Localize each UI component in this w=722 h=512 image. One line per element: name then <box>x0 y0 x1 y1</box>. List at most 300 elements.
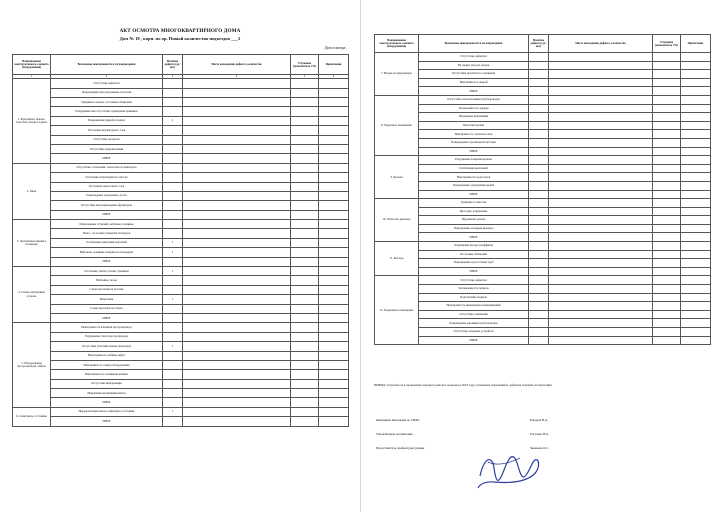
fixed-cell <box>291 351 319 360</box>
fixed-cell <box>653 121 681 130</box>
location-cell <box>183 173 291 182</box>
table-row <box>375 216 711 225</box>
note-cell <box>681 113 711 122</box>
fixed-cell <box>291 295 319 304</box>
table-row <box>375 310 711 319</box>
note-cell <box>319 323 349 332</box>
fixed-cell <box>653 336 681 345</box>
present-cell <box>529 336 549 345</box>
signature-name: Бондаев Н.Д. <box>530 418 548 422</box>
note-cell <box>319 332 349 341</box>
fixed-cell <box>653 224 681 233</box>
page-gutter <box>360 0 361 512</box>
location-cell <box>549 233 653 242</box>
table-row <box>13 323 349 332</box>
table-row <box>13 135 349 144</box>
table-row <box>13 313 349 322</box>
fixed-cell <box>291 144 319 153</box>
note-cell <box>319 313 349 322</box>
defect-cell: Следы протечки на потолке <box>51 285 163 294</box>
note-cell <box>681 276 711 285</box>
note-cell <box>681 190 711 199</box>
defect-cell: Отсутствие или повреждение фурнитуры <box>51 201 163 210</box>
location-cell <box>183 238 291 247</box>
fixed-cell <box>653 319 681 328</box>
fixed-cell <box>291 220 319 229</box>
note-cell <box>681 207 711 216</box>
col-number: 2 <box>51 75 163 79</box>
defect-cell: Отсутствие дефектов <box>419 53 529 62</box>
present-cell <box>529 173 549 182</box>
note-cell <box>319 88 349 97</box>
location-cell <box>183 116 291 125</box>
present-cell: 1 <box>163 295 183 304</box>
defect-cell: Трещины в цоколе, отслоение облицовки <box>51 97 163 106</box>
note-cell <box>681 242 711 251</box>
fixed-cell <box>653 310 681 319</box>
location-cell <box>549 61 653 70</box>
document-title: АКТ ОСМОТРА МНОГОКВАРТИРНОГО ДОМА <box>119 28 241 34</box>
present-cell <box>529 216 549 225</box>
note-cell <box>681 199 711 208</box>
note-cell <box>681 138 711 147</box>
table-row <box>375 156 711 165</box>
fixed-cell <box>653 285 681 294</box>
location-cell <box>549 173 653 182</box>
location-cell <box>183 191 291 200</box>
location-cell <box>549 276 653 285</box>
location-cell <box>183 295 291 304</box>
defect-cell: Захламленность подвала <box>419 285 529 294</box>
note-cell <box>681 53 711 62</box>
note-cell <box>681 61 711 70</box>
defect-cell: Отсутствие теплоизоляции трубопроводов <box>419 95 529 104</box>
defect-cell: ИНОЕ <box>419 190 529 199</box>
fixed-cell <box>291 173 319 182</box>
col-number: 6 <box>319 75 349 79</box>
table-row <box>13 210 349 219</box>
note-cell <box>681 224 711 233</box>
col-number: 5 <box>291 75 319 79</box>
location-cell <box>183 304 291 313</box>
fixed-cell <box>653 61 681 70</box>
element-cell: 9. Кровля <box>375 156 419 199</box>
note-cell <box>681 156 711 165</box>
defect-cell: Просадка, разрушение <box>419 207 529 216</box>
defect-cell: Повреждение ступеней, выбоины, трещины <box>51 220 163 229</box>
fixed-cell <box>653 259 681 268</box>
col-note: Примечание <box>681 35 711 53</box>
present-cell <box>163 97 183 106</box>
table-row <box>13 379 349 388</box>
note-cell <box>319 295 349 304</box>
table-row <box>13 267 349 276</box>
location-cell <box>549 319 653 328</box>
location-cell <box>183 257 291 266</box>
present-cell <box>529 293 549 302</box>
table-row <box>13 389 349 398</box>
defect-cell: Отсутствие освещения <box>419 310 529 319</box>
present-cell <box>529 138 549 147</box>
present-cell <box>163 351 183 360</box>
location-cell <box>549 113 653 122</box>
signature-name: Рогачева Н.А. <box>530 432 549 436</box>
present-cell <box>529 156 549 165</box>
defect-cell: ИНОЕ <box>51 313 163 322</box>
location-cell <box>549 207 653 216</box>
defect-cell: Отсутствие остекления / неплотность притворов <box>51 163 163 172</box>
defect-cell: Повреждение изоляции трубопроводов <box>419 319 529 328</box>
table-row <box>375 61 711 70</box>
note-cell <box>319 351 349 360</box>
fixed-cell <box>291 323 319 332</box>
table-row <box>375 164 711 173</box>
fixed-cell <box>291 360 319 369</box>
defect-cell: Неудовлетворительное санитарное состояние <box>51 407 163 416</box>
location-cell <box>183 144 291 153</box>
present-cell <box>529 61 549 70</box>
location-cell <box>549 78 653 87</box>
note-cell <box>319 210 349 219</box>
table-row <box>375 113 711 122</box>
location-cell <box>549 70 653 79</box>
inspection-table-right <box>374 34 711 345</box>
col-defect: Возможные неисправности и их повреждения <box>51 55 163 75</box>
table-row <box>13 285 349 294</box>
present-cell <box>529 319 549 328</box>
location-cell <box>549 224 653 233</box>
fixed-cell <box>291 238 319 247</box>
fixed-cell <box>291 342 319 351</box>
present-cell <box>163 370 183 379</box>
note-cell <box>319 370 349 379</box>
fixed-cell <box>291 248 319 257</box>
note-cell <box>681 95 711 104</box>
fixed-cell <box>653 181 681 190</box>
present-cell <box>163 88 183 97</box>
defect-cell: Следы протечки на стенах <box>51 304 163 313</box>
location-cell <box>183 360 291 369</box>
table-row <box>13 229 349 238</box>
fixed-cell <box>291 229 319 238</box>
fixed-cell <box>291 379 319 388</box>
note-cell <box>681 285 711 294</box>
element-cell: 6. Санитарное состояние <box>13 407 51 426</box>
location-cell <box>183 248 291 257</box>
element-cell: 7. Входы на придомовую <box>375 53 419 96</box>
location-cell <box>183 417 291 426</box>
present-cell <box>163 173 183 182</box>
present-cell <box>163 126 183 135</box>
location-cell <box>549 181 653 190</box>
fixed-cell <box>291 389 319 398</box>
col-number: 4 <box>183 75 291 79</box>
note-cell <box>681 319 711 328</box>
col-present: Наличие дефекта (да / нет) <box>163 55 183 75</box>
fixed-cell <box>653 78 681 87</box>
fixed-cell <box>653 113 681 122</box>
table-row <box>375 78 711 87</box>
defect-cell: Повреждение дверей в подвал <box>51 116 163 125</box>
location-cell <box>549 216 653 225</box>
element-cell: 2. Окна <box>13 163 51 219</box>
present-cell <box>163 144 183 153</box>
defect-cell: Повреждение ограждения кровли <box>419 181 529 190</box>
fixed-cell <box>653 70 681 79</box>
location-cell <box>549 285 653 294</box>
present-cell <box>163 417 183 426</box>
table-row <box>375 302 711 311</box>
table-row <box>375 190 711 199</box>
present-cell: 1 <box>163 238 183 247</box>
location-cell <box>549 104 653 113</box>
present-cell <box>163 163 183 172</box>
defect-cell: Неисправность освещения кабины <box>51 370 163 379</box>
note-cell <box>681 293 711 302</box>
fixed-cell <box>291 201 319 210</box>
fixed-cell <box>291 210 319 219</box>
defect-cell: ИНОЕ <box>419 147 529 156</box>
present-cell <box>529 267 549 276</box>
fixed-cell <box>291 417 319 426</box>
defect-cell: ИНОЕ <box>419 267 529 276</box>
location-cell <box>183 332 291 341</box>
present-cell <box>163 257 183 266</box>
defect-cell: ИНОЕ <box>51 210 163 219</box>
element-cell: 1. Фундамент, цоколь, отмостка, входы в подвал <box>13 79 51 164</box>
note-cell <box>319 407 349 416</box>
defect-cell: Неисправность инженерных коммуникаций <box>419 302 529 311</box>
present-cell <box>529 130 549 139</box>
table-row <box>375 328 711 337</box>
table-row <box>13 154 349 163</box>
defect-cell: ИНОЕ <box>51 398 163 407</box>
fixed-cell <box>291 88 319 97</box>
fixed-cell <box>291 116 319 125</box>
table-row <box>375 104 711 113</box>
note-cell <box>319 389 349 398</box>
element-cell: 12. Подвальное помещение <box>375 276 419 345</box>
location-cell <box>183 201 291 210</box>
table-row <box>13 88 349 97</box>
table-row <box>13 97 349 106</box>
fixed-cell <box>653 53 681 62</box>
note-cell <box>681 336 711 345</box>
fixed-cell <box>291 313 319 322</box>
location-cell <box>183 154 291 163</box>
table-row <box>375 121 711 130</box>
fixed-cell <box>291 304 319 313</box>
location-cell <box>183 88 291 97</box>
fixed-cell <box>653 242 681 251</box>
table-row <box>13 79 349 88</box>
note-cell <box>319 79 349 88</box>
note-cell <box>319 135 349 144</box>
document-subtitle: Дом № 18 , корп. по ор. Новый количество подъездов ___2 <box>119 36 241 41</box>
fixed-cell <box>653 293 681 302</box>
defect-cell: Отсутствие дефектов <box>419 276 529 285</box>
present-cell: 1 <box>163 267 183 276</box>
defect-cell: Протечки кровли <box>419 121 529 130</box>
table-row <box>375 173 711 182</box>
defect-cell: Ослабление креплений <box>419 164 529 173</box>
table-row <box>375 233 711 242</box>
col-fixed: Устранено (исполнитель УО) <box>291 55 319 75</box>
present-cell <box>163 323 183 332</box>
note-cell <box>319 342 349 351</box>
signature-label: Представитель префектуры/управы <box>376 446 425 450</box>
note-cell <box>319 379 349 388</box>
signature-label: Управляющая организация <box>376 432 413 436</box>
table-row <box>375 138 711 147</box>
element-cell: 3. Лестничные марши и площадки <box>13 220 51 267</box>
defect-cell: Нарушение вентиляции шахты <box>51 389 163 398</box>
table-row <box>375 259 711 268</box>
location-cell <box>549 336 653 345</box>
present-cell <box>529 121 549 130</box>
present-cell <box>163 210 183 219</box>
location-cell <box>183 323 291 332</box>
table-row <box>375 224 711 233</box>
defect-cell: Отсутствие информации <box>51 379 163 388</box>
defect-cell: Отсутствие уплотнительных прокладок <box>51 342 163 351</box>
location-cell <box>183 182 291 191</box>
fixed-cell <box>291 97 319 106</box>
table-row <box>13 360 349 369</box>
table-row <box>375 70 711 79</box>
defect-cell: Разрушение ствола мусоропровода <box>51 332 163 341</box>
location-cell <box>549 310 653 319</box>
present-cell: 1 <box>163 407 183 416</box>
fixed-cell <box>653 250 681 259</box>
note-cell <box>319 144 349 153</box>
defect-cell: Неисправность слуховых окон <box>419 130 529 139</box>
defect-cell: Повреждение водосточных труб <box>419 259 529 268</box>
present-cell <box>163 389 183 398</box>
location-cell <box>183 276 291 285</box>
defect-cell: Повреждение подоконных досок <box>51 191 163 200</box>
present-cell <box>163 285 183 294</box>
note-cell <box>681 87 711 96</box>
location-cell <box>183 267 291 276</box>
note-cell <box>319 417 349 426</box>
col-number: 3 <box>163 75 183 79</box>
present-cell <box>529 199 549 208</box>
fixed-cell <box>291 370 319 379</box>
defect-cell: Отслоение облицовки <box>419 250 529 259</box>
defect-cell: ИНОЕ <box>51 417 163 426</box>
location-cell <box>183 220 291 229</box>
note-cell <box>319 238 349 247</box>
defect-cell: Отслоение, пятна, потеки, трещины <box>51 267 163 276</box>
table-row <box>13 163 349 172</box>
fixed-cell <box>653 87 681 96</box>
location-cell <box>183 285 291 294</box>
col-present: Наличие дефекта (да / нет) <box>529 35 549 53</box>
location-cell <box>183 342 291 351</box>
inspection-table-left <box>12 54 349 427</box>
present-cell <box>163 220 183 229</box>
fixed-cell <box>291 332 319 341</box>
present-cell <box>529 181 549 190</box>
table-row <box>375 87 711 96</box>
signature-name: Звонкова О.С. <box>530 446 550 450</box>
element-cell: 8. Чердачное помещение <box>375 95 419 155</box>
present-cell <box>163 191 183 200</box>
location-cell <box>549 199 653 208</box>
fixed-cell <box>653 302 681 311</box>
present-cell <box>163 276 183 285</box>
note-cell <box>681 121 711 130</box>
left-page <box>4 6 356 506</box>
table-row <box>375 276 711 285</box>
note-cell <box>681 310 711 319</box>
table-row <box>375 293 711 302</box>
defect-cell: Отсутствие запорных устройств <box>419 328 529 337</box>
table-row <box>375 130 711 139</box>
col-number: 1 <box>13 75 51 79</box>
element-cell: 4. Стены, внутренняя отделка <box>13 267 51 323</box>
element-cell: 5. Оборудование мусоропровода, лифты <box>13 323 51 408</box>
table-row <box>13 332 349 341</box>
table-row <box>375 319 711 328</box>
present-cell <box>529 224 549 233</box>
note-cell <box>319 201 349 210</box>
note-cell <box>681 173 711 182</box>
table-row <box>13 276 349 285</box>
defect-cell: Разрушение покрытия кровли <box>419 156 529 165</box>
defect-cell: Нарушение уклона <box>419 216 529 225</box>
fixed-cell <box>653 199 681 208</box>
defect-cell: ИНОЕ <box>419 336 529 345</box>
present-cell <box>529 78 549 87</box>
defect-cell: Неисправность дверей <box>419 78 529 87</box>
note-cell <box>319 285 349 294</box>
present-cell <box>163 398 183 407</box>
present-cell <box>529 147 549 156</box>
note-cell <box>319 248 349 257</box>
col-element: Наименование конструктивного элемента (оборудования) <box>375 35 419 53</box>
table-row <box>13 182 349 191</box>
note-cell <box>319 398 349 407</box>
defect-cell: Выбоины, сколы <box>51 276 163 285</box>
table-row <box>13 248 349 257</box>
col-location: Место нахождения дефекта, количество <box>549 35 653 53</box>
location-cell <box>183 97 291 106</box>
defect-cell: ИНОЕ <box>51 257 163 266</box>
table-row <box>375 147 711 156</box>
present-cell <box>163 182 183 191</box>
note-cell <box>681 328 711 337</box>
table-row <box>13 257 349 266</box>
table-row <box>13 304 349 313</box>
defect-cell: Вандализм <box>51 295 163 304</box>
present-cell <box>529 310 549 319</box>
location-cell <box>549 267 653 276</box>
defect-cell: Захламленность чердака <box>419 104 529 113</box>
location-cell <box>183 79 291 88</box>
defect-cell: Разрушение или отсутствие ограждения приямков <box>51 107 163 116</box>
fixed-cell <box>653 95 681 104</box>
present-cell <box>529 328 549 337</box>
location-cell <box>549 328 653 337</box>
defect-cell: ИНОЕ <box>51 154 163 163</box>
fixed-cell <box>653 164 681 173</box>
location-cell <box>183 313 291 322</box>
note-cell <box>319 220 349 229</box>
note-cell <box>681 233 711 242</box>
fixed-cell <box>653 267 681 276</box>
